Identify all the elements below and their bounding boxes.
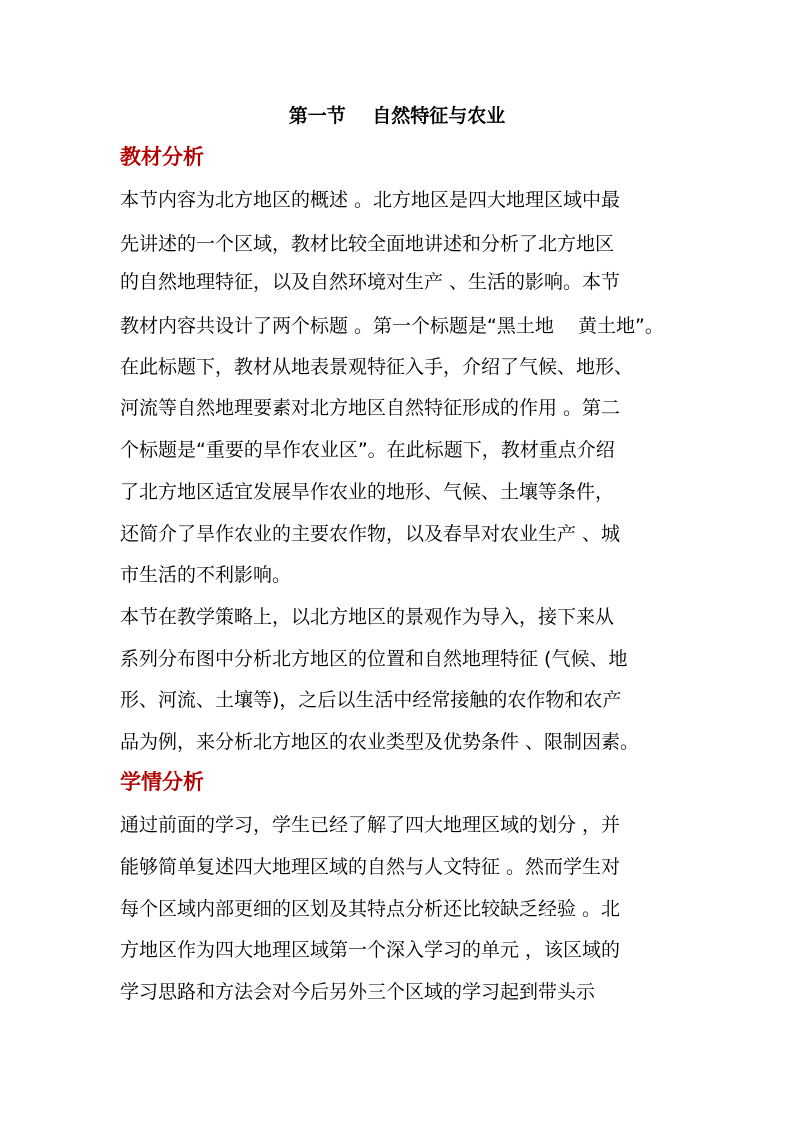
paragraph-line: 市生活的不利影响。 xyxy=(120,564,292,586)
paragraph-line: 品为例，来分析北方地区的农业类型及优势条件 、限制因素。 xyxy=(120,731,640,753)
paragraph-line: 先讲述的一个区域，教材比较全面地讲述和分析了北方地区 xyxy=(120,233,615,255)
paragraph-line: 河流等自然地理要素对北方地区自然特征形成的作用 。第二 xyxy=(120,397,621,419)
paragraph-line: 的自然地理特征，以及自然环境对生产 、生活的影响。本节 xyxy=(120,271,621,293)
paragraph-line: 学习思路和方法会对今后另外三个区域的学习起到带头示 xyxy=(120,981,596,1003)
paragraph-line: 本节内容为北方地区的概述 。北方地区是四大地理区域中最 xyxy=(120,189,621,211)
section-heading-textbook-analysis: 教材分析 xyxy=(120,145,204,169)
paragraph-line: 能够简单复述四大地理区域的自然与人文特征 。然而学生对 xyxy=(120,856,621,878)
paragraph-line: 系列分布图中分析北方地区的位置和自然地理特征 (气候、地 xyxy=(120,648,628,670)
paragraph-line: 通过前面的学习，学生已经了解了四大地理区域的划分 ，并 xyxy=(120,814,621,836)
section-heading-student-analysis: 学情分析 xyxy=(120,770,204,794)
page-title: 第一节 自然特征与农业 xyxy=(288,105,506,127)
paragraph-line: 本节在教学策略上，以北方地区的景观作为导入，接下来从 xyxy=(120,606,615,628)
paragraph-line: 了北方地区适宜发展旱作农业的地形、气候、土壤等条件， xyxy=(120,481,615,503)
paragraph-line: 形、河流、土壤等)，之后以生活中经常接触的农作物和农产 xyxy=(120,689,622,711)
paragraph-line: 还简介了旱作农业的主要农作物，以及春旱对农业生产 、城 xyxy=(120,523,621,545)
paragraph-line: 个标题是“重要的旱作农业区”。在此标题下，教材重点介绍 xyxy=(120,439,615,461)
paragraph-line: 每个区域内部更细的区划及其特点分析还比较缺乏经验 。北 xyxy=(120,898,621,920)
paragraph-line: 教材内容共设计了两个标题 。第一个标题是“黑土地 黄土地”。 xyxy=(120,315,664,337)
paragraph-line: 方地区作为四大地理区域第一个深入学习的单元 ，该区域的 xyxy=(120,939,621,961)
paragraph-line: 在此标题下，教材从地表景观特征入手，介绍了气候、地形、 xyxy=(120,356,634,378)
